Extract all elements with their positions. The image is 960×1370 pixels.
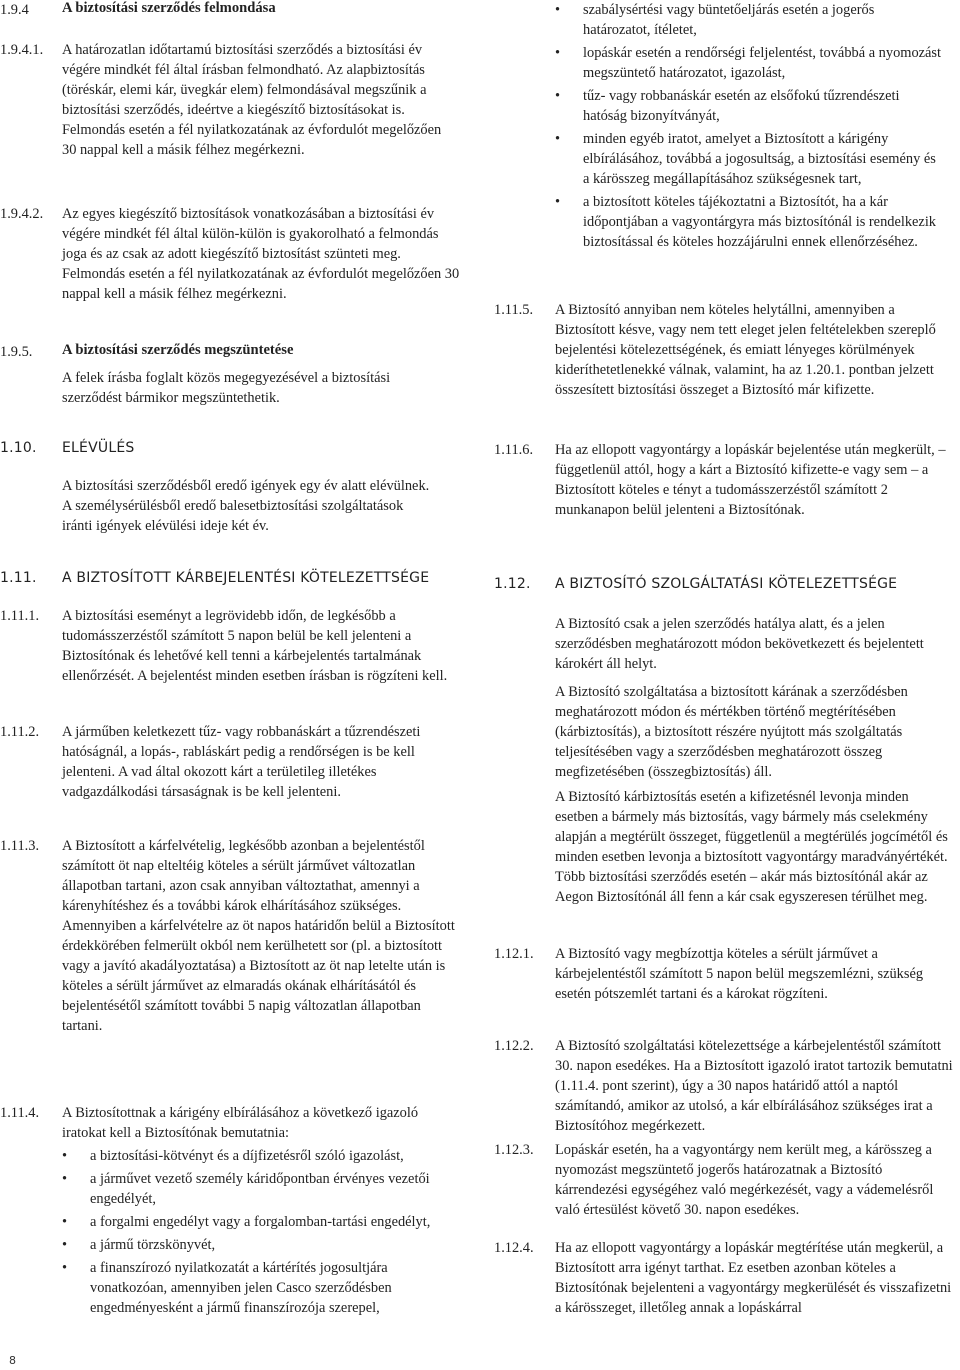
- paragraph: Az egyes kiegészítő biztosítások vonatkozásában a biztosítási év végére mindkét fél által külön-külön is gyakorolható a felmondás joga és az csak az adott kiegészítő biztosítást szünteti meg. Felmondás esetén a fél nyilatkozatának az évfordulót megelőzően 30 nappal kell a másik félhez megérkezni.: [62, 206, 460, 302]
- paragraph: A Biztosító vagy megbízottja köteles a sérült járművet a kárbejelentéstől számított 5 napon belül megszemlézni, szükség esetén pótszemlét tartani és a károkat rögzíteni.: [555, 946, 924, 1002]
- paragraph: A Biztosító csak a jelen szerződés hatálya alatt, és a jelen szerződésben meghatározott módon bekövetkezett és bejelentett károkért áll helyt.: [555, 616, 924, 672]
- section-number: 1.11.: [0, 570, 37, 586]
- list-item: • a finanszírozó nyilatkozatát a kártérítés jogosultjára vonatkozóan, amennyiben jelen Casco szerződésben engedményesként a jármű finanszírozója szerepel,: [62, 1258, 462, 1318]
- section-title: A biztosítási szerződés megszüntetése: [62, 342, 294, 358]
- paragraph: A Biztosító annyiban nem köteles helytállni, amennyiben a Biztosított késve, vagy nem tett eleget jelen feltételekben szereplő bejelentési kötelezettségének, és emiatt lényeges körülmények kideríthetetlenekké válnak, valamint, ha az 1.20.1. pontban jelzett összesített biztosítási összeget a Biztosító már kifizette.: [555, 302, 936, 398]
- section-number: 1.12.: [494, 576, 531, 592]
- section-number: 1.11.5.: [494, 302, 534, 318]
- document-list: [62, 1146, 462, 1321]
- section-title: A BIZTOSÍTOTT KÁRBEJELENTÉSI KÖTELEZETTSÉGE: [62, 570, 430, 586]
- section-title: ELÉVÜLÉS: [62, 440, 135, 456]
- paragraph: Lopáskár esetén, ha a vagyontárgy nem került meg, a kárösszeg a nyomozást megszüntető jogerős határozatnak a Biztosító kárrendezési egységéhez való megérkezését, vagy a vádemelésről való értesülést követő 30. napon esedékes.: [555, 1142, 934, 1218]
- list-item: • a forgalmi engedélyt vagy a forgalomban-tartási engedélyt,: [62, 1212, 462, 1232]
- list-item: • a járművet vezető személy káridőpontban érvényes vezetői engedélyét,: [62, 1169, 462, 1209]
- paragraph: Ha az ellopott vagyontárgy a lopáskár bejelentése után megkerült, – függetlenül attól, hogy a kárt a Biztosító kifizette-e vagy sem – a Biztosított köteles e tényt a tudomásszerzéstől számított 2 munkanapon belül jelenteni a Biztosítónak.: [555, 442, 946, 518]
- paragraph: A biztosítási eseményt a legrövidebb időn, de legkésőbb a tudomásszerzéstől számított 5 napon belül be kell jelenteni a Biztosítónak és lehetővé kell tenni a kárbejelentés tartalmának ellenőrzését. A bejelentést minden esetben írásban is rögzíteni kell.: [62, 608, 448, 684]
- section-number: 1.12.2.: [494, 1038, 534, 1054]
- section-number: 1.9.5.: [0, 344, 33, 360]
- paragraph: A Biztosító kárbiztosítás esetén a kifizetésnél levonja minden esetben a bármely más biztosítás, vagy bármely más cselekmény alapján a megtérült összeget, függetlenül a megtérülés jogcímétől és minden esetben levonja a biztosított vagyontárgy maradványértékét. Több biztosítási szerződés esetén – akár más biztosítónál akár az Aegon Biztosítónál áll fenn a kár csak egyszeresen térülhet meg.: [555, 789, 948, 905]
- list-item: • minden egyéb iratot, amelyet a Biztosított a kárigény elbírálásához, továbbá a jogosultság, a biztosítási esemény és a kárösszeg megállapításához szükségesnek tart,: [555, 129, 945, 189]
- section-number: 1.11.2.: [0, 724, 40, 740]
- section-number: 1.11.4.: [0, 1105, 40, 1121]
- paragraph: A járműben keletkezett tűz- vagy robbanáskárt a tűzrendészeti hatóságnál, a lopás-, rabláskárt pedig a rendőrségen is be kell jelenteni. A vad által okozott kárt a területileg illetékes vadgazdálkodási társaságnak is be kell jelenteni.: [62, 724, 421, 800]
- section-number: 1.12.4.: [494, 1240, 534, 1256]
- page-number: 8: [9, 1354, 16, 1367]
- section-number: 1.9.4.2.: [0, 206, 44, 222]
- paragraph: A Biztosító szolgáltatási kötelezettsége a kárbejelentéstől számított 30. napon esedékes. Ha a Biztosított igazoló iratot tartozik bemutatni (1.11.4. pont szerint), úgy a 30 napos határidő attól a naptól számítandó, amikor az utolsó, a kár elbírálásához szükséges irat a Biztosítóhoz megérkezett.: [555, 1038, 953, 1134]
- section-number: 1.10.: [0, 440, 37, 456]
- list-item: • a biztosítási-kötvényt és a díjfizetésről szóló igazolást,: [62, 1146, 462, 1166]
- list-item: • a biztosított köteles tájékoztatni a Biztosítót, ha a kár időpontjában a vagyontárgyra más biztosítónál is rendelkezik biztosítással és köteles hozzájárulni ennek ellenőrzéséhez.: [555, 192, 945, 252]
- list-item: • szabálysértési vagy büntetőeljárás esetén a jogerős határozatot, ítéletet,: [555, 0, 945, 40]
- paragraph: A biztosítási szerződésből eredő igények egy év alatt elévülnek. A személysérülésből eredő balesetbiztosítási szolgáltatások iránti igények elévülési ideje két év.: [62, 478, 430, 534]
- list-item: • lopáskár esetén a rendőrségi feljelentést, továbbá a nyomozást megszüntető határozatot, igazolást,: [555, 43, 945, 83]
- document-list-continued: [555, 0, 945, 255]
- section-number: 1.11.6.: [494, 442, 534, 458]
- section-number: 1.11.3.: [0, 838, 40, 854]
- section-number: 1.12.3.: [494, 1142, 534, 1158]
- section-title: A BIZTOSÍTÓ SZOLGÁLTATÁSI KÖTELEZETTSÉGE: [555, 576, 898, 592]
- section-number: 1.9.4: [0, 2, 29, 18]
- paragraph: A határozatlan időtartamú biztosítási szerződés a biztosítási év végére mindkét fél által írásban felmondható. Az alapbiztosítás (töréskár, elemi kár, üvegkár elem) felmondásával megszűnik a biztosítási szerződés, ideértve a kiegészítő biztosításokat is. Felmondás esetén a fél nyilatkozatának az évfordulót megelőzően 30 nappal kell a másik félhez megérkezni.: [62, 42, 442, 158]
- paragraph: A Biztosított a kárfelvételig, legkésőbb azonban a bejelentéstől számított öt nap elteltéig köteles a sérült járművet változatlan állapotban tartani, azon csak annyiban változtathat, amennyi a kárenyhítéshez és a további károk elhárításához szükséges. Amennyiben a kárfelvételre az öt napos határidőn belül a Biztosított érdekkörében felmerült okból nem kerülhetett sor (pl. a biztosított vagy a javító akadályoztatása) a Biztosított az öt nap letelte után is köteles a sérült járművet az elmaradás okának elhárításától és bejelentésétől számított további 5 napig változatlan állapotban tartani.: [62, 838, 455, 1034]
- paragraph: A Biztosító szolgáltatása a biztosított kárának a szerződésben meghatározott módon és mértékben történő megtérítésében (kárbiztosítás), a biztosított részére nyújtott más szolgáltatás teljesítésében vagy a szerződésben meghatározott összeg megfizetésében (összegbiztosítás) áll.: [555, 684, 908, 780]
- paragraph: A Biztosítottnak a kárigény elbírálásához a következő igazoló iratokat kell a Biztosítónak bemutatnia:: [62, 1105, 419, 1141]
- list-item: • tűz- vagy robbanáskár esetén az elsőfokú tűzrendészeti hatóság bizonyítványát,: [555, 86, 945, 126]
- section-title: A biztosítási szerződés felmondása: [62, 0, 276, 16]
- list-item: • a jármű törzskönyvét,: [62, 1235, 462, 1255]
- section-number: 1.11.1.: [0, 608, 40, 624]
- paragraph: A felek írásba foglalt közös megegyezésével a biztosítási szerződést bármikor megszüntethetik.: [62, 370, 391, 406]
- section-number: 1.9.4.1.: [0, 42, 44, 58]
- section-number: 1.12.1.: [494, 946, 534, 962]
- paragraph: Ha az ellopott vagyontárgy a lopáskár megtérítése után megkerül, a Biztosított arra igényt tarthat. Ez esetben azonban köteles a Biztosítónak bejelenteni a vagyontárgy megkerülését és visszafizetni a kárösszeget, illetőleg annak a lopáskárral: [555, 1240, 952, 1316]
